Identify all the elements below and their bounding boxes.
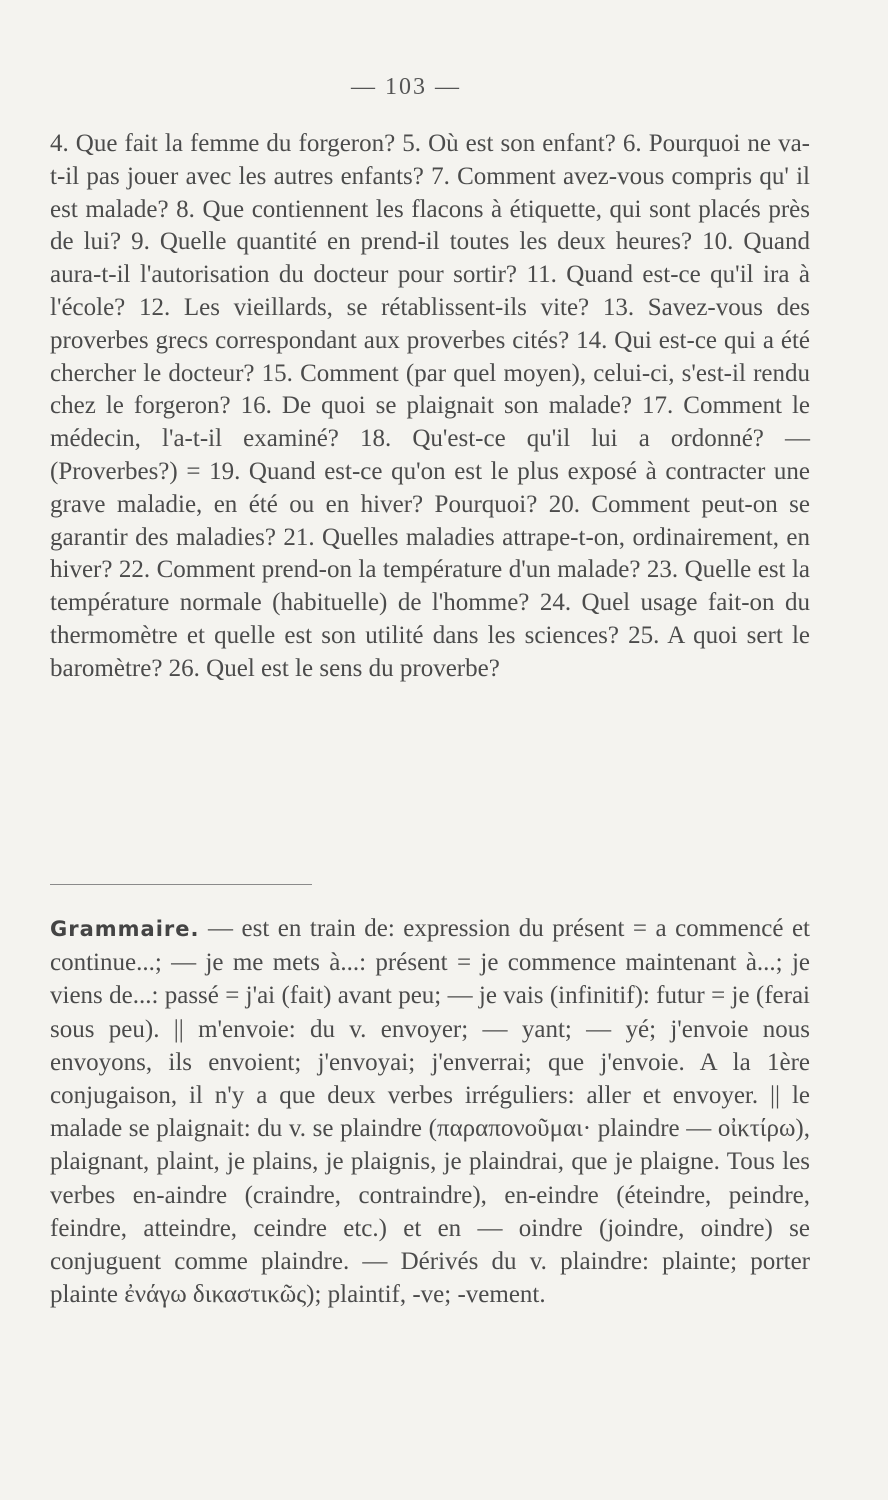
section-divider [50,884,312,885]
questions-paragraph: 4. Que fait la femme du forgeron? 5. Où est son enfant? 6. Pourquoi ne va-t-il pas jouer avec les autres enfants? 7. Comment avez-vous compris qu' il est malade? 8. Que contiennent les flacons à étiquette, qui sont placés près de lui? 9. Quelle quantité en prend-il toutes les deux heures? 10. Quand aura-t-il l'autorisation du docteur pour sortir? 11. Quand est-ce qu'il ira à l'école? 12. Les vieillards, se rétablissent-ils vite? 13. Savez-vous des proverbes grecs correspondant aux proverbes cités? 14. Qui est-ce qui a été chercher le docteur? 15. Comment (par quel moyen), celui-ci, s'est-il rendu chez le forgeron? 16. De quoi se plaignait son malade? 17. Comment le médecin, l'a-t-il examiné? 18. Qu'est-ce qu'il lui a ordonné? — (Proverbes?) = 19. Quand est-ce qu'on est le plus exposé à contracter une grave maladie, en été ou en hiver? Pourquoi? 20. Comment peut-on se garantir des maladies? 21. Quelles maladies attrape-t-on, ordinairement, en hiver? 22. Comment prend-on la température d'un malade? 23. Quelle est la température normale (habituelle) de l'homme? 24. Quel usage fait-on du thermomètre et quelle est son utilité dans les sciences? 25. A quoi sert le baromètre? 26. Quel est le sens du proverbe? [50,130,810,682]
grammar-text: — est en train de: expression du présent = a commencé et continue...; — je me mets à...: présent = je commence maintenant à...; je viens de...: passé = j'ai (fait) avant peu; — je vais (infinitif): futur = je (ferai sous peu). || m'envoie: du v. envoyer; — yant; — yé; j'envoie nous envoyons, ils envoient; j'envoyai; j'enverrai; que j'envoie. A la 1ère conjugaison, il n'y a que deux verbes irréguliers: aller et envoyer. || le malade se plaignait: du v. se plaindre (παραπονοῦμαι· plaindre — οἰκτίρω), plaignant, plaint, je plains, je plaignis, je plaindrai, que je plaigne. Tous les verbes en-aindre (craindre, contraindre), en-eindre (éteindre, peindre, feindre, atteindre, ceindre etc.) et en — oindre (joindre, oindre) se conjuguent comme plaindre. — Dérivés du v. plaindre: plainte; porter plainte ἐνάγω δικαστικῶς); plaintif, -ve; -vement. [50,915,810,1309]
grammar-paragraph [50,912,810,1311]
page-number: — 103 — [351,74,461,100]
grammar-heading: Grammaire. [50,917,200,941]
